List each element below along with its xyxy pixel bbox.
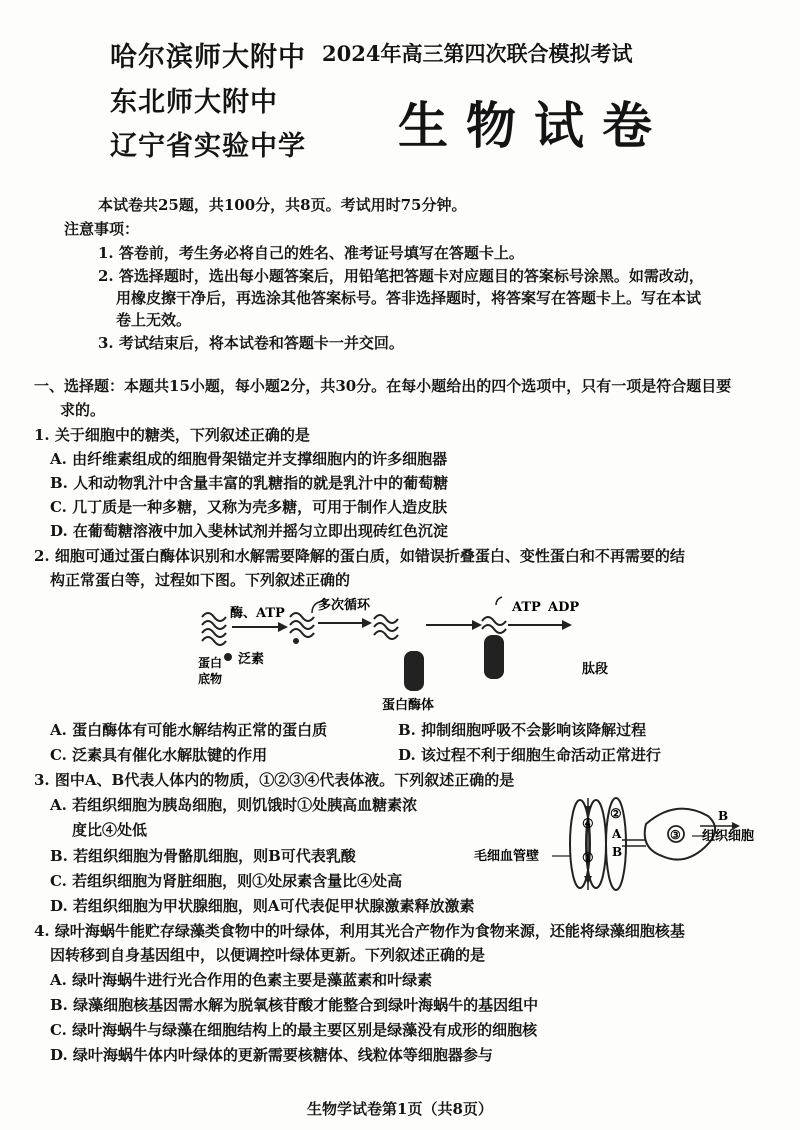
question-3-option-b: B. 若组织细胞为骨骼肌细胞，则B可代表乳酸 [50,847,356,865]
multi-tagged-protein-coil [374,615,398,639]
note-2-line1: 2. 答选择题时，选出每小题答案后，用铅笔把答题卡对应题目的答案标号涂黑。如需改动， [98,267,704,285]
question-1-stem: 1. 关于细胞中的糖类，下列叙述正确的是 [34,426,310,444]
note-2-line3: 卷上无效。 [116,311,192,329]
school-name-3: 辽宁省实验中学 [110,131,306,162]
question-3-option-d: D. 若组织细胞为甲状腺细胞，则A可代表促甲状腺激素释放激素 [50,897,475,915]
note-1: 1. 答卷前，考生务必将自己的姓名、准考证号填写在答题卡上。 [98,244,524,262]
proteasome-shape-1 [404,651,424,691]
question-4-option-c: C. 绿叶海蜗牛与绿藻在细胞结构上的最主要区别是绿藻没有成形的细胞核 [50,1021,538,1039]
question-4-stem-line2: 因转移到自身基因组中，以便调控叶绿体更新。下列叙述正确的是 [50,946,486,964]
question-4-option-b: B. 绿藻细胞核基因需水解为脱氧核苷酸才能整合到绿叶海蜗牛的基因组中 [50,996,539,1014]
atp-label: ATP [512,600,541,615]
proteasome-shape-2 [484,635,504,679]
peptide-label: 肽段 [582,662,609,677]
note-3: 3. 考试结束后，将本试卷和答题卡一并交回。 [98,334,404,352]
page-footer: 生物学试卷第1页（共8页） [307,1100,493,1118]
arrow-1-head [278,622,288,632]
label-A: A [612,827,622,841]
question-2-option-d: D. 该过程不利于细胞生命活动正常进行 [398,746,661,764]
label-3: ③ [670,828,681,842]
school-name-2: 东北师大附中 [110,87,278,118]
school-name-1: 哈尔滨师大附中 [110,42,306,73]
ubiquitin-mark [224,653,232,661]
question-2-option-b: B. 抑制细胞呼吸不会影响该降解过程 [398,721,647,739]
label-2: ② [610,807,622,822]
question-1-option-a: A. 由纤维素组成的细胞骨架锚定并支撑细胞内的许多细胞器 [50,450,448,468]
cycle-label: 多次循环 [318,598,371,613]
proteasome-label: 蛋白酶体 [382,698,435,713]
question-4-option-d: D. 绿叶海蜗牛体内叶绿体的更新需要核糖体、线粒体等细胞器参与 [50,1046,493,1064]
label-4: ④ [582,817,594,832]
enzyme-atp-label: 酶、ATP [230,606,285,621]
section-heading-cont: 求的。 [60,401,106,419]
label-1: ① [582,851,594,866]
question-3-option-a: A. 若组织细胞为胰岛细胞，则饥饿时①处胰高血糖素浓 [50,796,418,814]
question-3-option-c: C. 若组织细胞为肾脏细胞，则①处尿素含量比④处高 [50,872,403,890]
label-B: B [612,845,623,859]
question-1-option-c: C. 几丁质是一种多糖，又称为壳多糖，可用于制作人造皮肤 [50,498,448,516]
subject-title: 生物试卷 [398,96,670,155]
substrate-label-2: 底物 [198,672,223,686]
question-1-option-d: D. 在葡萄糖溶液中加入斐林试剂并摇匀立即出现砖红色沉淀 [50,522,448,540]
question-3-stem: 3. 图中A、B代表人体内的物质，①②③④代表体液。下列叙述正确的是 [34,771,515,789]
exam-summary: 本试卷共25题，共100分，共8页。考试用时75分钟。 [98,196,467,214]
tissue-cell-label: 组织细胞 [702,829,755,844]
proteasome-diagram [190,595,610,715]
tagged-protein-coil [290,613,314,637]
adp-label: ADP [548,600,580,615]
question-2-option-a: A. 蛋白酶体有可能水解结构正常的蛋白质 [50,721,328,739]
question-2-stem-line1: 2. 细胞可通过蛋白酶体识别和水解需要降解的蛋白质，如错误折叠蛋白、变性蛋白和不再需要的结 [34,547,685,565]
substrate-label-1: 蛋白 [198,656,223,670]
label-B-cell: B [718,809,729,823]
question-4-stem-line1: 4. 绿叶海蜗牛能贮存绿藻类食物中的叶绿体，利用其光合产物作为食物来源，还能将绿藻细胞核基 [34,922,685,940]
question-3-option-a-cont: 度比④处低 [72,821,148,839]
notes-title: 注意事项： [64,220,140,238]
question-2-stem-line2: 构正常蛋白等，过程如下图。下列叙述正确的 [50,571,351,589]
section-heading: 一、选择题：本题共15小题，每小题2分，共30分。在每小题给出的四个选项中，只有一项是符合题目要 [34,377,732,395]
question-1-option-b: B. 人和动物乳汁中含量丰富的乳糖指的就是乳汁中的葡萄糖 [50,474,449,492]
body-fluid-diagram [470,796,770,896]
capillary-wall-label: 毛细血管壁 [474,849,540,864]
question-2-option-c: C. 泛素具有催化水解肽键的作用 [50,746,268,764]
question-4-option-a: A. 绿叶海蜗牛进行光合作用的色素主要是藻蓝素和叶绿素 [50,971,433,989]
protein-substrate-coil [202,613,226,645]
ubiquitin-label: 泛素 [238,652,265,667]
note-2-line2: 用橡皮擦干净后，再选涂其他答案标号。答非选择题时，将答案写在答题卡上。写在本试 [116,289,702,307]
exam-title: 2024年高三第四次联合模拟考试 [322,41,633,66]
